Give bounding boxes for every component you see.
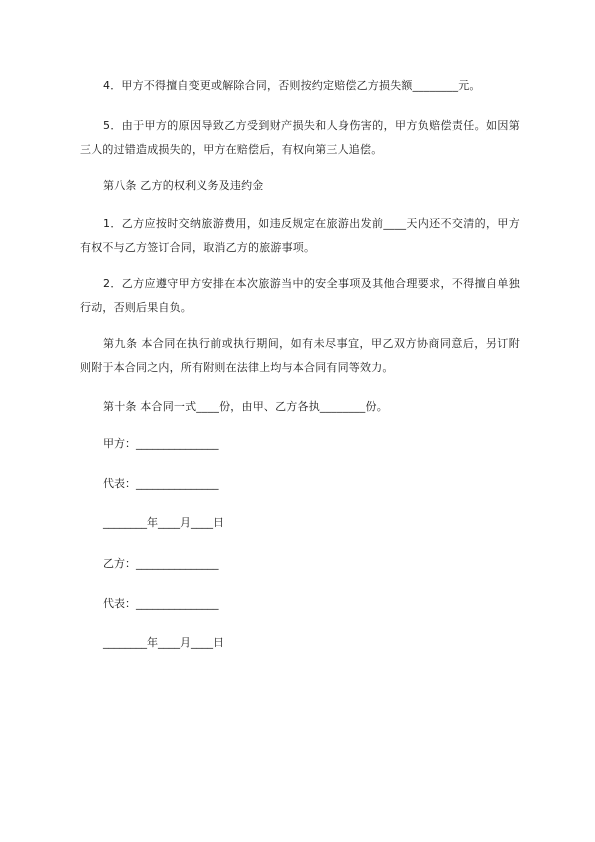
- party-a-representative: 代表：_______________: [103, 477, 219, 490]
- clause-5: 5．由于甲方的原因导致乙方受到财产损失和人身伤害的，甲方负赔偿责任。如因第三人的过错造成损失的，甲方在赔偿后，有权向第三人追偿。: [80, 119, 520, 156]
- article-8-clause-2: 2．乙方应遵守甲方安排在本次旅游当中的安全事项及其他合理要求，不得擅自单独行动，否则后果自负。: [80, 277, 520, 314]
- article-9: 第九条 本合同在执行前或执行期间，如有未尽事宜，甲乙双方协商同意后，另订附则附于本合同之内，所有附则在法律上均与本合同有同等效力。: [80, 337, 520, 374]
- party-b-signature: 乙方：_______________: [103, 557, 219, 570]
- article-8-title: 第八条 乙方的权利义务及违约金: [103, 179, 264, 192]
- party-a-date: ________年____月____日: [103, 516, 224, 529]
- party-a-signature: 甲方：_______________: [103, 437, 219, 450]
- article-10: 第十条 本合同一式____份，由甲、乙方各执________份。: [103, 400, 388, 413]
- party-b-representative: 代表：_______________: [103, 597, 219, 610]
- clause-4: 4．甲方不得擅自变更或解除合同，否则按约定赔偿乙方损失额________元。: [103, 79, 481, 92]
- party-b-date: ________年____月____日: [103, 636, 224, 649]
- article-8-clause-1: 1．乙方应按时交纳旅游费用，如违反规定在旅游出发前____天内还不交清的，甲方有权不与乙方签订合同，取消乙方的旅游事项。: [80, 217, 520, 254]
